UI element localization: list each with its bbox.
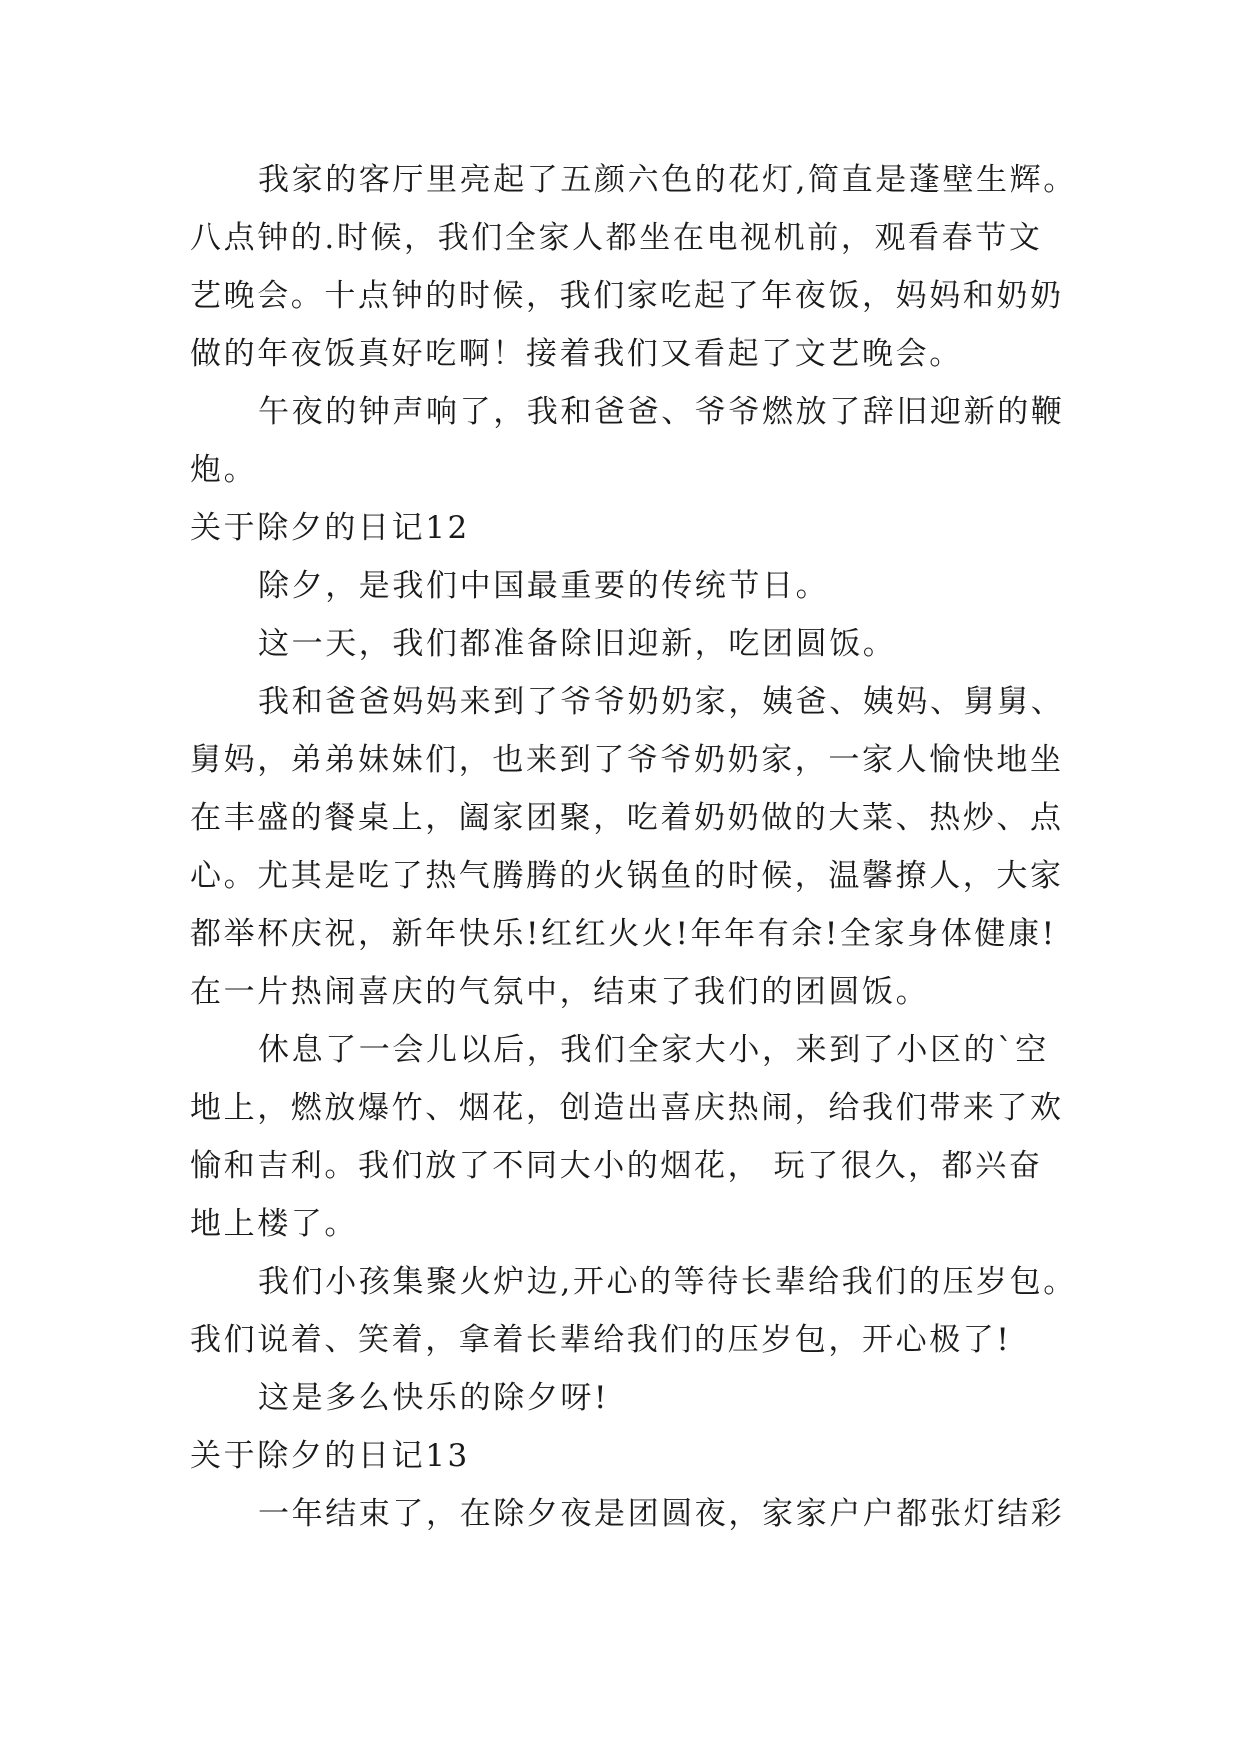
paragraph-line: 一年结束了，在除夕夜是团圆夜，家家户户都张灯结彩 [258,1496,1065,1532]
paragraph-line: 我们说着、笑着，拿着长辈给我们的压岁包，开心极了! [190,1322,1012,1358]
paragraph-line: 在丰盛的餐桌上，阖家团聚，吃着奶奶做的大菜、热炒、点 [190,800,1064,836]
paragraph-line: 在一片热闹喜庆的气氛中，结束了我们的团圆饭。 [190,974,930,1010]
paragraph-line: 休息了一会儿以后，我们全家大小，来到了小区的`空 [258,1032,1049,1068]
paragraph-line: 艺晚会。十点钟的时候，我们家吃起了年夜饭，妈妈和奶奶 [190,278,1064,314]
paragraph-line: 地上，燃放爆竹、烟花，创造出喜庆热闹，给我们带来了欢 [190,1090,1064,1126]
paragraph-line: 舅妈，弟弟妹妹们，也来到了爷爷奶奶家，一家人愉快地坐 [190,742,1064,778]
paragraph-line: 我们小孩集聚火炉边,开心的等待长辈给我们的压岁包。 [258,1264,1077,1300]
paragraph-line: 愉和吉利。我们放了不同大小的烟花， 玩了很久，都兴奋 [190,1148,1043,1184]
section-heading: 关于除夕的日记13 [190,1438,470,1474]
paragraph-line: 午夜的钟声响了，我和爸爸、爷爷燃放了辞旧迎新的鞭 [258,394,1065,430]
paragraph-line: 我家的客厅里亮起了五颜六色的花灯,简直是蓬壁生辉。 [258,162,1077,198]
paragraph-line: 地上楼了。 [190,1206,358,1242]
paragraph-line: 八点钟的.时候，我们全家人都坐在电视机前，观看春节文 [190,220,1043,256]
paragraph-line: 这是多么快乐的除夕呀! [258,1380,610,1416]
paragraph-line: 炮。 [190,452,258,488]
paragraph-line: 都举杯庆祝，新年快乐!红红火火!年年有余!全家身体健康! [190,916,1057,952]
section-heading: 关于除夕的日记12 [190,510,470,546]
paragraph-line: 这一天，我们都准备除旧迎新，吃团圆饭。 [258,626,897,662]
paragraph-line: 心。尤其是吃了热气腾腾的火锅鱼的时候，温馨撩人，大家 [190,858,1064,894]
paragraph-line: 除夕，是我们中国最重要的传统节日。 [258,568,830,604]
paragraph-line: 做的年夜饭真好吃啊！接着我们又看起了文艺晚会。 [190,336,963,372]
paragraph-line: 我和爸爸妈妈来到了爷爷奶奶家，姨爸、姨妈、舅舅、 [258,684,1065,720]
